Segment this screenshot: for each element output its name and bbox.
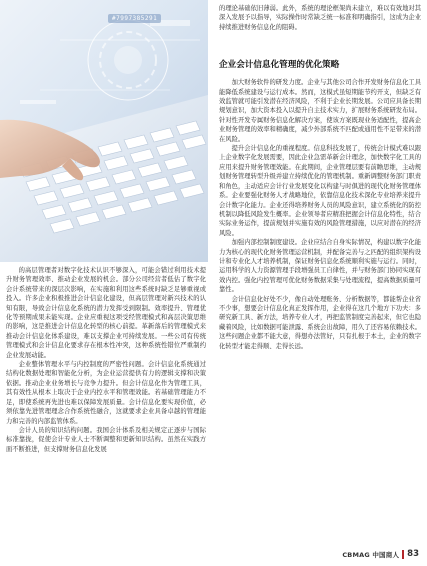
footer-divider <box>402 550 404 559</box>
page-footer <box>342 549 419 559</box>
header-photo-keyboard <box>0 0 208 262</box>
page-number: 83 <box>407 549 419 559</box>
body-paragraph: 会计人员的知识结构问题。我国会计体系及相关规定正逐步与国际标准靠拢，促使会计专业人士不断调整和更新知识结构。虽然在实践方面不断推进，但支撑财务信息化发展 <box>6 426 206 453</box>
section-heading: 企业会计信息化管理的优化策略 <box>219 60 340 71</box>
right-column <box>219 4 421 351</box>
photo-code-label: #7997385291 <box>108 14 161 23</box>
body-paragraph: 会计信息化好处不少，像自动处理账务、分析数据等，都能帮企业省不少事，想要会计信息化真正发挥作用，企业得在这几个地方下功夫：多研究新工具、新方法，培养专业人才，再把监管制度完善起来，但它也隐藏着风险，比如数据可能泄露、系统会出故障，用久了还容易依赖技术。这些问题企业都不能大意，得想办法管好，只有扎根于本土，企业的数字化转型才能走得顺、走得长远。 <box>219 295 421 350</box>
left-column <box>6 266 206 454</box>
magazine-name: CBMAG 中国商人 <box>342 550 400 559</box>
body-paragraph: 提升会计信息化的重视程度。信息科技发展了，传统会计模式难以跟上企业数字化发展需要，因此企业急需革新会计理念，加快数字化工具的应用来提升财务管理效能。在此期间，企业管理层要有前瞻思维，主动规划财务管理转型升级并建立持续优化的管理机制。重新调整财务部门职责和角色，主动适应会计行业发展变化以构建与时俱进的现代化财务管理体系。企业要强化财务人才战略地位，依靠信息化技术深化专业培养来提升会计数字化能力。企业还得培养财务人员的风险意识，建立系统化的防控机制以降低风险发生概率。企业领导者应精准把握会计信息化特性，结合实际业务运作，提前规划并实施有效的风险管理措施，以应对潜在的经济风险。 <box>219 145 421 237</box>
body-paragraph: 的理论基础依旧薄弱。此外，系统的理论框架尚未建立，难以有效地对其深入发展予以指导，实际操作时常缺乏统一标准和明确指引，这成为企业持续推进财务信息化的阻碍。 <box>219 5 421 31</box>
keyboard-hand-illustration <box>0 0 208 262</box>
body-paragraph: 的高层管理者对数字化技术认识不够深入，可能会错过利用技术提升财务管理效率、推动企业发展的机会。部分公司经营者低估了数字化会计系统带来的深层次影响，在实施和利用这些系统时缺乏足够重视或投入。许多企业积极推进会计信息化建设，但高层管理对新兴技术的认知有限，导致会计信息化系统的潜力发挥受到限制。效率提升、管理优化等预期成果未能实现。企业应重视这项受经管理模式和高层决策思维的影响，这是推进会计信息化转型的核心前提。革新落后的管理模式来推动会计信息化体系建设，难以支撑企业可持续发展。一些公司有传统管理模式和会计信息化要求存在根本性冲突，这种系统性错位严重制约企业发展动能。 <box>6 267 206 359</box>
body-paragraph: 加强内部控制制度建设。企业应结合自身实际情况，构建以数字化能力为核心的现代化财务管理运营机制，并配备完善与之匹配的组织架构设计和专业化人才培养机制，保证财务信息化系统顺利实施与运行。同时，运用科学的人力资源管理手段增强员工自律性，并与财务部门协同实现有效内控。强化内控管理可优化财务数据采集与处理流程，提高数据质量可靠性。 <box>219 239 421 294</box>
body-paragraph: 加大财务软件的研发力度。企业与其他公司合作开发财务信息化工具能降低系统建设与运行成本。然而，这模式虽短期能节约开支，但缺乏有效监管就可能引发潜在经济风险，不利于企业长期发展。公司应具备长期规划意识，加大资本投入以提升自主技术实力，扩展财务系统研发布局。针对性开发专属财务信息化解决方案，使该方案既现业务适配性，提高企业财务管理的效率和精确度，减少外部系统不匹配或通用性不足带来的潜在风险。 <box>219 79 421 143</box>
body-paragraph: 企业整体管理水平与内控制度的严密性问题。会计信息化系统通过结构化数据处理和智能化分析，为企业运营提供有力的逻辑支撑和决策依据。推动企业业务增长与竞争力提升。但会计信息化作为管理工具，其有效性从根本上取决于企业内控水平和管理效能。若基础管理能力不足，即使系统再先进也难以保障发展质量。会计信息化要实现价值，必须依靠先进管理理念合作系统性融合，这就要求企业具备卓越的管理能力和完善的内部监管体系。 <box>6 361 206 425</box>
